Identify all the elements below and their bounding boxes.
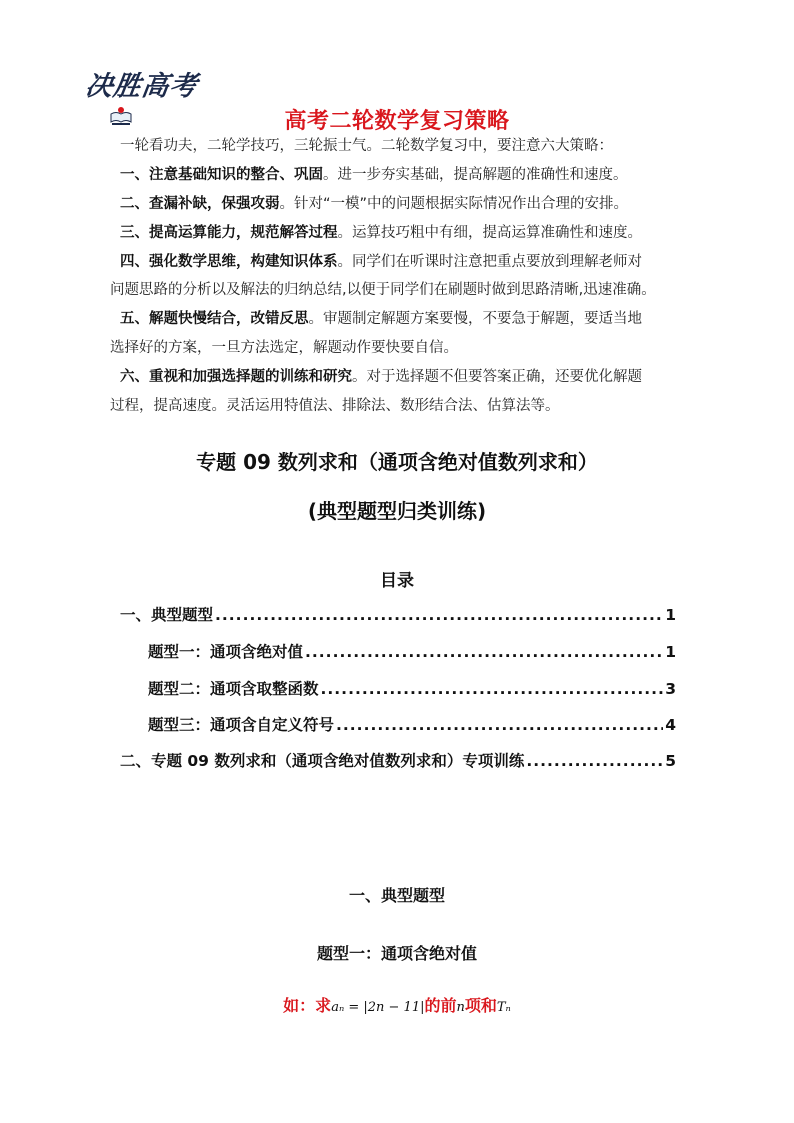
strategy-2-rest: 。针对“一模”中的问题根据实际情况作出合理的安排。	[279, 196, 629, 212]
toc-item-1-label: 一、典型题型	[120, 606, 214, 624]
subsection-heading: 题型一：通项含绝对值	[316, 944, 477, 963]
strategy-4-bold: 四、强化数学思维，构建知识体系	[120, 254, 338, 270]
header-title: 高考二轮数学复习策略	[284, 109, 510, 134]
strategy-6-rest: 。对于选择题不但要答案正确，还要优化解题	[352, 369, 642, 385]
toc-item-2-label: 题型一：通项含绝对值	[148, 643, 304, 661]
strategy-5	[120, 309, 676, 329]
example-formula: aₙ = |2n − 11|	[331, 1000, 425, 1015]
toc-item-5[interactable]	[120, 749, 676, 771]
section-heading: 一、典型题型	[348, 886, 445, 905]
strategy-3-bold: 三、提高运算能力，规范解答过程	[120, 225, 338, 241]
toc-item-3[interactable]	[148, 677, 676, 699]
toc-item-5-label: 二、专题 09 数列求和（通项含绝对值数列求和）专项训练	[120, 752, 525, 770]
toc-leader	[336, 716, 663, 734]
toc-item-3-label: 题型二：通项含取整函数	[148, 680, 319, 698]
toc-leader	[321, 680, 664, 698]
toc-leader	[526, 752, 663, 770]
example-sum: Tₙ	[496, 1000, 511, 1015]
toc-item-4[interactable]	[148, 713, 676, 735]
toc-item-2[interactable]	[148, 640, 676, 662]
toc-leader	[305, 643, 663, 661]
strategy-4-line2: 问题思路的分析以及解法的归纳总结,以便于同学们在刷题时做到思路清晰,迅速准确。	[110, 282, 656, 298]
intro-paragraph: 一轮看功夫，二轮学技巧，三轮振士气。二轮数学复习中，要注意六大策略：	[120, 138, 613, 154]
strategy-5-bold: 五、解题快慢结合，改错反思	[120, 311, 309, 327]
logo-text: 决胜高考	[83, 71, 200, 102]
toc-item-5-page: 5	[665, 752, 676, 770]
toc-item-2-page: 1	[665, 643, 676, 661]
doc-subtitle: (典型题型归类训练)	[307, 499, 487, 523]
strategy-6	[120, 367, 676, 387]
strategy-1-rest: 。进一步夯实基础，提高解题的准确性和速度。	[323, 167, 628, 183]
strategy-6-bold: 六、重视和加强选择题的训练和研究	[120, 369, 352, 385]
example-line	[0, 993, 794, 1016]
toc-item-1[interactable]	[120, 603, 676, 625]
strategy-1	[120, 165, 676, 185]
strategy-2	[120, 194, 676, 214]
toc-title: 目录	[380, 571, 414, 591]
example-mid: 的前	[424, 996, 457, 1015]
toc-item-3-page: 3	[665, 680, 676, 698]
toc-item-1-page: 1	[665, 606, 676, 624]
strategy-3	[120, 223, 676, 243]
example-prefix: 如：求	[283, 996, 332, 1015]
example-suffix: 项和	[464, 996, 497, 1015]
toc-item-4-page: 4	[665, 716, 676, 734]
strategy-6-line2: 过程，提高速度。灵活运用特值法、排除法、数形结合法、估算法等。	[110, 398, 560, 414]
doc-title: 专题 09 数列求和（通项含绝对值数列求和）	[196, 450, 598, 474]
strategy-4-rest: 。同学们在听课时注意把重点要放到理解老师对	[337, 254, 642, 270]
toc-item-4-label: 题型三：通项含自定义符号	[148, 716, 335, 734]
strategy-5-line2: 选择好的方案，一旦方法选定，解题动作要快要自信。	[110, 340, 458, 356]
strategy-5-rest: 。审题制定解题方案要慢，不要急于解题，要适当地	[308, 311, 642, 327]
strategy-4	[120, 252, 676, 272]
example-var: n	[456, 1000, 465, 1015]
strategy-1-bold: 一、注意基础知识的整合、巩固	[120, 167, 323, 183]
strategy-3-rest: 。运算技巧粗中有细，提高运算准确性和速度。	[337, 225, 642, 241]
toc-leader	[215, 606, 663, 624]
strategy-2-bold: 二、查漏补缺，保强攻弱	[120, 196, 280, 212]
